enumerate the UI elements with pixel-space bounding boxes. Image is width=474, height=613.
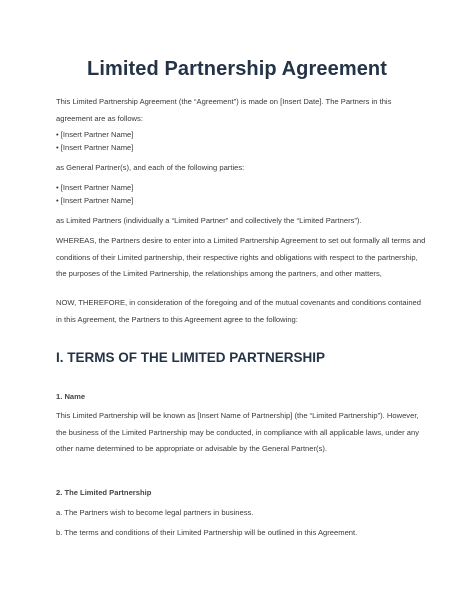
limited-partners-note: as Limited Partners (individually a “Limited Partner” and collectively the “Limited Partners”). bbox=[56, 216, 362, 225]
general-partner-item: • [Insert Partner Name] bbox=[56, 130, 134, 139]
limited-partner-item: • [Insert Partner Name] bbox=[56, 183, 134, 192]
section-heading: I. TERMS OF THE LIMITED PARTNERSHIP bbox=[56, 350, 326, 365]
general-partner-item: • [Insert Partner Name] bbox=[56, 143, 134, 152]
subsection-paragraph: This Limited Partnership will be known as [Insert Name of Partnership] (the “Limited Partnership”). However, the business of the Limited Partnership may be conducted, in compliance with all applicable laws, under any other name determined to be appropriate or advisable by the General Partner(s). bbox=[56, 411, 420, 453]
subsection-list-item: b. The terms and conditions of their Limited Partnership will be outlined in this Agreement. bbox=[56, 528, 358, 537]
subsection-heading: 2. The Limited Partnership bbox=[56, 488, 152, 497]
document-title: Limited Partnership Agreement bbox=[87, 58, 387, 80]
subsection-list-item: a. The Partners wish to become legal partners in business. bbox=[56, 508, 254, 517]
limited-partner-item: • [Insert Partner Name] bbox=[56, 196, 134, 205]
intro-paragraph: This Limited Partnership Agreement (the “Agreement”) is made on [Insert Date]. The Partners in this agreement are as follows: bbox=[56, 97, 392, 123]
general-partners-note: as General Partner(s), and each of the following parties: bbox=[56, 163, 245, 172]
now-therefore-paragraph: NOW, THEREFORE, in consideration of the foregoing and of the mutual covenants and conditions contained in this Agreement, the Partners to this Agreement agree to the following: bbox=[56, 298, 421, 324]
subsection-heading: 1. Name bbox=[56, 392, 86, 401]
whereas-paragraph: WHEREAS, the Partners desire to enter into a Limited Partnership Agreement to set out formally all terms and conditions of their Limited partnership, their respective rights and obligations with respect to the partnership, the purposes of the Limited Partnership, the relationships among the partners, and other matters, bbox=[56, 236, 426, 278]
